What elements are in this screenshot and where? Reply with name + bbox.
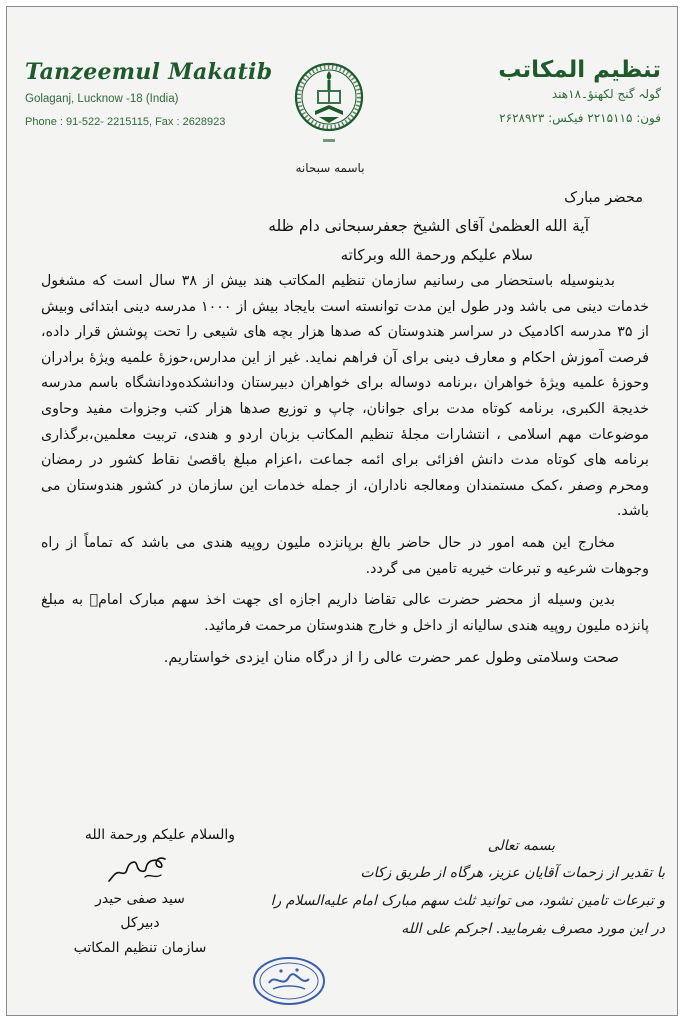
signatory-name: سید صفی حیدر bbox=[95, 891, 185, 907]
handwritten-line-3: در این مورد مصرف بفرمایید. اجرکم علی الله bbox=[401, 921, 665, 937]
letter-page bbox=[6, 6, 678, 1016]
bismillah-heading: باسمه سبحانه bbox=[295, 161, 365, 175]
seal-stamp-icon bbox=[251, 955, 327, 1007]
organization-name-en: Tanzeemul Makatib bbox=[25, 59, 273, 85]
paragraph-services: بدینوسیله باستحضار می رسانیم سازمان تنظیم المکاتب هند بیش از ۳۸ سال است که مشغول خدمات دینی می باشد ودر طول این مدت توانسته است بایجاد بیش از ۱۰۰۰ مدرسه دینی ابتدائی وبیش از ۳۵ مدرسه اکادمیک در سراسر هندوستان که صدها هزار بچه های شیعی را تحت پوشش قرار داده، فرصت آموزش احکام و معارف دینی برای آن فراهم نماید. غیر از این مدارس،حوزهٔ علمیه ویژهٔ برادران وحوزهٔ علمیه ویژهٔ خواهران ،برنامه دوساله برای خواهران دبیرستان ودانشکده‌ودانشگاه باسم مدرسه خدیجة الکبری، برنامه کوتاه مدت برای جوانان، چاپ و توزیع صدها هزار کتب وجزوات مفید وحاوی موضوعات مهم اسلامی ، انتشارات مجلهٔ تنظیم المکاتب بزبان اردو و هندی، تربیت معلمین،برگذاری برنامه های کوتاه مدت دانش افزائی برای ائمه جماعت ،اعزام مبلغ باقصیٰ نقاط کشور در رمضان ومحرم وصفر ،کمک مستمندان ومعالجه ناداران، از جمله خدمات این سازمان در کشور هندوستان می باشد. bbox=[41, 273, 650, 520]
letterhead-english bbox=[25, 59, 273, 128]
handwritten-line-1: با تقدیر از زحمات آقایان عزیز، هرگاه از طریق زکات bbox=[360, 865, 665, 881]
signatory-title: دبیرکل bbox=[120, 915, 160, 931]
organization-emblem-icon bbox=[293, 53, 365, 149]
greeting: سلام علیکم ورحمة الله وبرکاته bbox=[340, 246, 533, 264]
handwritten-line-2: و تبرعات تامین نشود، می توانید ثلث سهم مبارک امام علیه‌السلام را bbox=[270, 893, 665, 909]
salutation: محضر مبارک bbox=[564, 190, 643, 206]
signatory-organization: سازمان تنظیم المکاتب bbox=[73, 940, 207, 956]
valediction: والسلام علیکم ورحمة الله bbox=[84, 827, 235, 843]
letter-body bbox=[41, 185, 649, 671]
addressee: آیة الله العظمیٰ آقای الشیخ جعفرسبحانی دام ظله bbox=[268, 217, 589, 235]
handwritten-heading: بسمه تعالی bbox=[487, 838, 555, 854]
paragraph-expenses: مخارج این همه امور در حال حاضر بالغ برپانزده ملیون روپیه هندی می باشد که تماماً از راه وجوهات شرعیه و تبرعات خیریه تامین می گردد. bbox=[41, 534, 649, 577]
paragraph-request: بدین وسیله از محضر حضرت عالی تقاضا داریم اجازه ای جهت اخذ سهم مبارک امامؑ به مبلغ پانزده ملیون روپیه هندی سالیانه از داخل و خارج هندوستان مرحمت فرمائید. bbox=[41, 592, 649, 634]
signature-scribble-icon bbox=[105, 851, 175, 885]
address-en: Golaganj, Lucknow -18 (India) bbox=[25, 93, 179, 105]
signature-block bbox=[45, 823, 235, 961]
letterhead-urdu bbox=[441, 57, 661, 125]
organization-name-ur: تنظیم المکاتب bbox=[498, 57, 661, 83]
handwritten-endorsement bbox=[245, 833, 665, 943]
phone-fax-en: Phone : 91-522- 2215115, Fax : 2628923 bbox=[25, 116, 226, 128]
phone-fax-ur: فون: ۲۲۱۵۱۱۵ فیکس: ۲۶۲۸۹۲۳ bbox=[499, 111, 661, 125]
address-ur: گولہ گنج لکھنؤ۔۱۸ھند bbox=[551, 87, 661, 101]
closing-prayer: صحت وسلامتی وطول عمر حضرت عالی را از درگاه منان ایزدی خواستاریم. bbox=[163, 650, 619, 667]
